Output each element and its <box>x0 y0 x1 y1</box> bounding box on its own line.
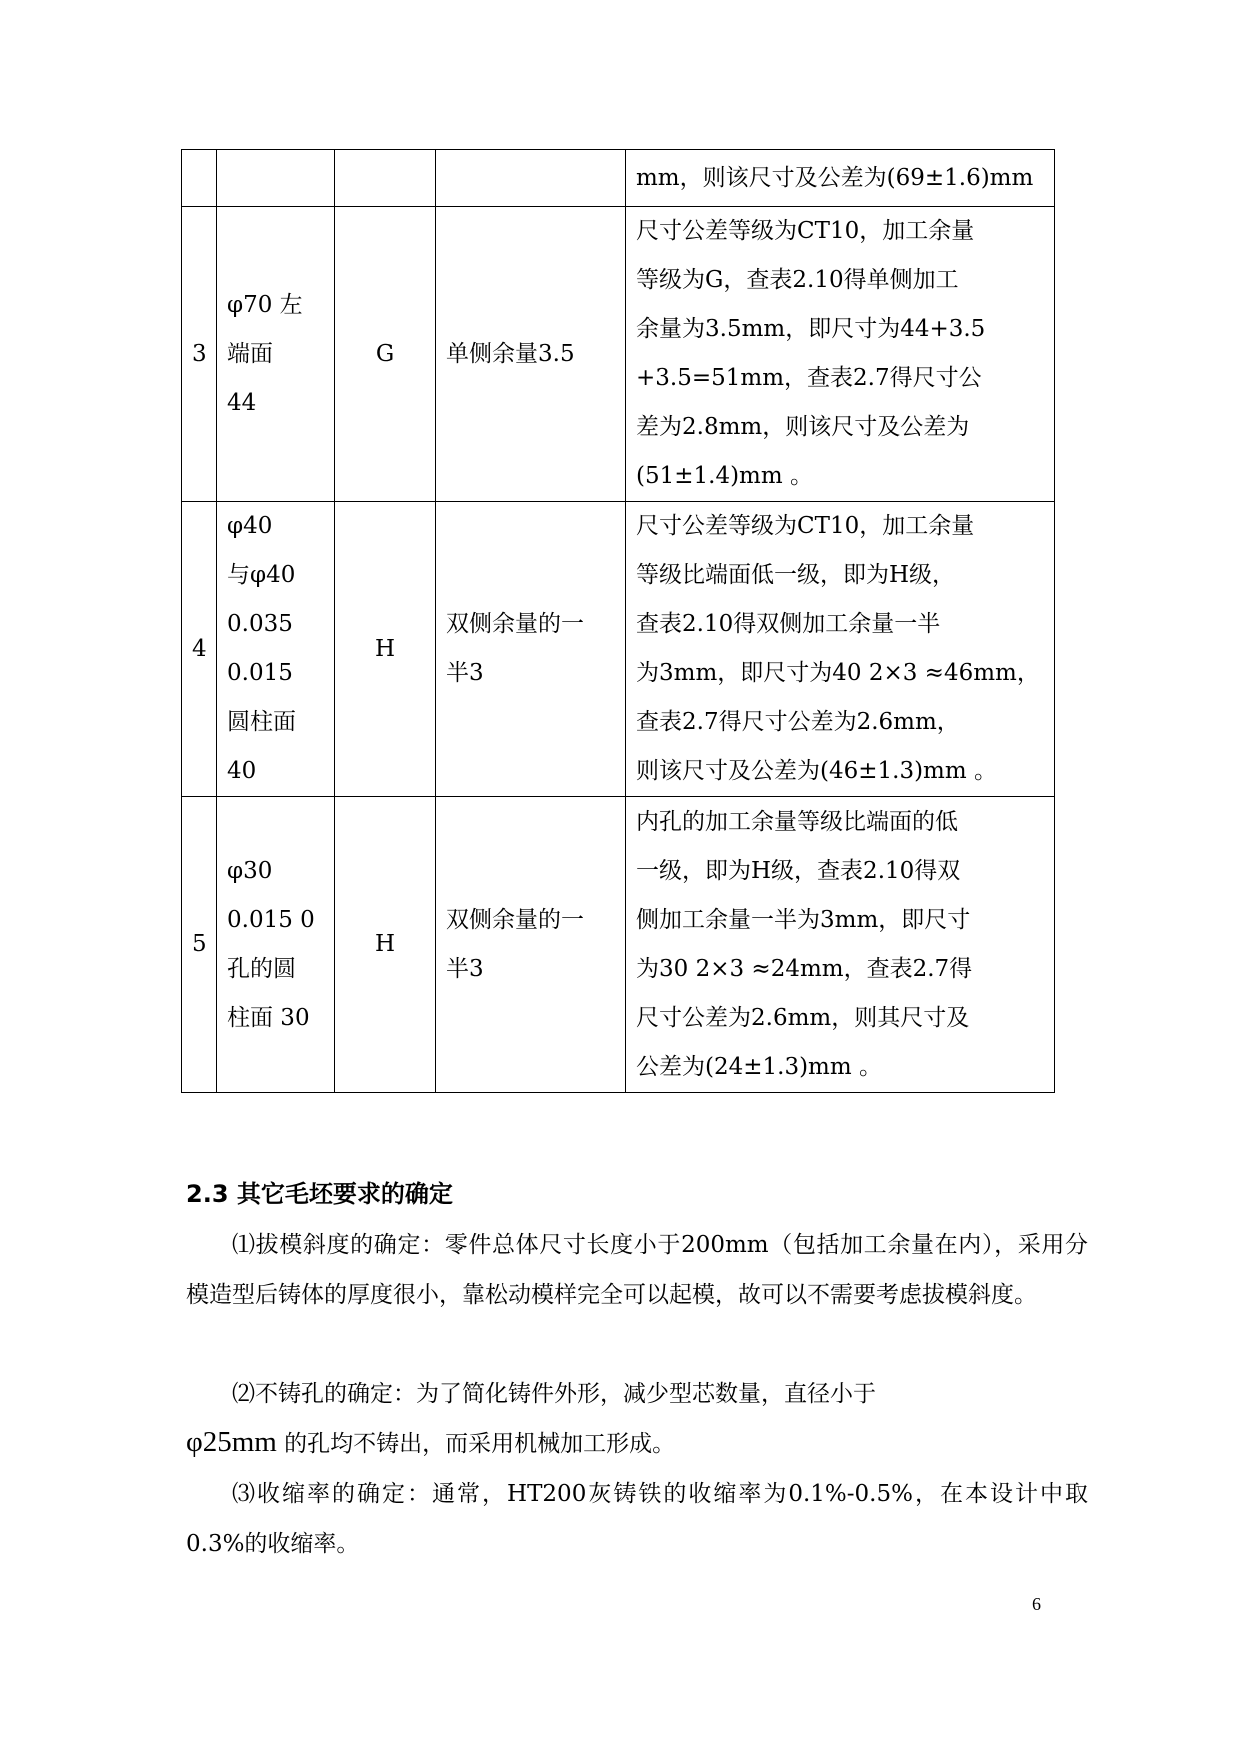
description-line: 一级，即为H级，查表2.10得双 <box>636 857 961 884</box>
description-cell <box>626 797 1055 1093</box>
description-cell <box>626 207 1055 502</box>
row-number: 5 <box>192 931 207 957</box>
page-number: 6 <box>1032 1594 1041 1614</box>
allowance-cell <box>436 150 626 207</box>
allowance-grade: H <box>374 635 396 662</box>
description-line: +3.5=51mm，查表2.7得尺寸公 <box>636 365 982 391</box>
feature-line: 柱面 30 <box>227 1004 310 1031</box>
allowance-cell <box>436 797 626 1093</box>
feature-line: 孔的圆 <box>227 955 296 982</box>
allowance-line: 双侧余量的一 <box>446 906 584 933</box>
description-line: 内孔的加工余量等级比端面的低 <box>636 808 958 835</box>
description-line: 公差为(24±1.3)mm 。 <box>636 1053 882 1080</box>
description-line: mm，则该尺寸及公差为(69±1.6)mm <box>636 164 1034 191</box>
feature-line: 44 <box>227 389 257 416</box>
description-line: 等级比端面低一级，即为H级， <box>636 562 956 588</box>
allowance-cell <box>436 207 626 502</box>
allowance-grade-cell <box>335 502 436 797</box>
description-line: 查表2.10得双侧加工余量一半 <box>636 611 941 637</box>
allowance-grade-cell <box>335 797 436 1093</box>
feature-line: φ40 <box>227 513 273 539</box>
row-number-cell <box>182 797 217 1093</box>
table-row <box>182 502 1055 797</box>
draft-angle-paragraph: ⑴拔模斜度的确定：零件总体尺寸长度小于200mm（包括加工余量在内），采用分模造型后铸体的厚度很小，靠松动模样完全可以起模，故可以不需要考虑拔模斜度。 <box>186 1232 1088 1308</box>
table-row <box>182 797 1055 1093</box>
feature-line: φ70 左 <box>227 291 303 318</box>
description-line: 尺寸公差等级为CT10，加工余量 <box>636 513 975 539</box>
allowance-grade: H <box>374 931 396 957</box>
feature-cell <box>217 207 335 502</box>
uncast-hole-text: 的孔均不铸出，而采用机械加工形成。 <box>276 1431 676 1457</box>
feature-line: 端面 <box>227 340 273 367</box>
description-line: (51±1.4)mm 。 <box>636 463 813 489</box>
shrinkage-paragraph: ⑶收缩率的确定：通常，HT200灰铸铁的收缩率为0.1%-0.5%，在本设计中取0.3%的收缩率。 <box>186 1481 1088 1557</box>
description-line: 则该尺寸及公差为(46±1.3)mm 。 <box>636 758 997 784</box>
allowance-grade-cell <box>335 207 436 502</box>
description-line: 尺寸公差等级为CT10，加工余量 <box>636 218 975 244</box>
table-row <box>182 207 1055 502</box>
feature-line: 与φ40 0.035 0.015 <box>227 562 296 686</box>
diameter-formula: φ25mm <box>186 1426 277 1458</box>
description-cell <box>626 150 1055 207</box>
table-row <box>182 150 1055 207</box>
description-line: 差为2.8mm，则该尺寸及公差为 <box>636 414 970 440</box>
row-number-cell <box>182 150 217 207</box>
allowance-line: 半3 <box>446 955 484 982</box>
allowance-grade: G <box>375 340 395 367</box>
description-line: 为30 2×3 ≈24mm，查表2.7得 <box>636 955 973 982</box>
row-number: 3 <box>192 340 207 367</box>
feature-cell <box>217 797 335 1093</box>
uncast-hole-paragraph-cont <box>186 1417 1088 1469</box>
description-line: 余量为3.5mm，即尺寸为44+3.5 <box>636 316 986 342</box>
allowance-cell <box>436 502 626 797</box>
allowance-line: 半3 <box>446 660 484 686</box>
allowance-line: 双侧余量的一 <box>446 611 584 637</box>
feature-line: 圆柱面 40 <box>227 709 296 784</box>
feature-cell <box>217 502 335 797</box>
feature-line: φ30 0.015 0 <box>227 857 315 933</box>
description-cell <box>626 502 1055 797</box>
row-number-cell <box>182 207 217 502</box>
feature-cell <box>217 150 335 207</box>
uncast-hole-paragraph: ⑵不铸孔的确定：为了简化铸件外形，减少型芯数量，直径小于 <box>232 1381 876 1407</box>
machining-allowance-table <box>181 149 1055 1093</box>
allowance-grade-cell <box>335 150 436 207</box>
description-line: 查表2.7得尺寸公差为2.6mm， <box>636 709 960 735</box>
description-line: 等级为G，查表2.10得单侧加工 <box>636 267 959 293</box>
allowance-line: 单侧余量3.5 <box>446 340 575 367</box>
description-line: 侧加工余量一半为3mm，即尺寸 <box>636 906 971 933</box>
row-number-cell <box>182 502 217 797</box>
row-number: 4 <box>192 635 207 662</box>
description-line: 为3mm，即尺寸为40 2×3 ≈46mm， <box>636 660 1040 686</box>
description-line: 尺寸公差为2.6mm，则其尺寸及 <box>636 1004 970 1031</box>
section-heading: 2.3 其它毛坯要求的确定 <box>186 1180 453 1208</box>
